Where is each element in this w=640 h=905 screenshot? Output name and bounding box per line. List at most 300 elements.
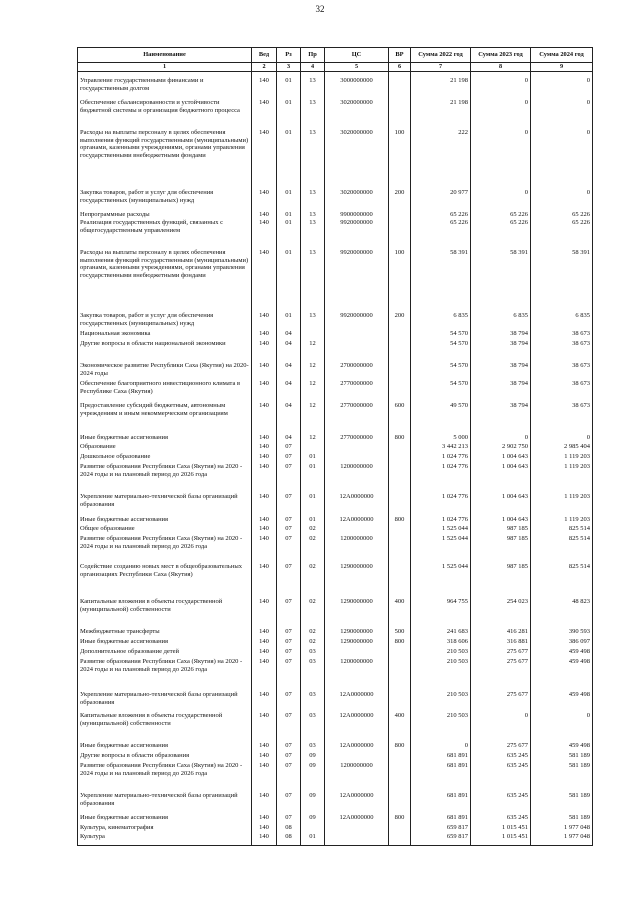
row-name: Закупка товаров, работ и услуг для обеспечения государственных (муниципальных) нужд <box>78 312 252 330</box>
row-name: Реализация государственных функций, связанных с общегосударственным управлением <box>78 219 252 249</box>
row-name: Закупка товаров, работ и услуг для обеспечения государственных (муниципальных) нужд <box>78 189 252 211</box>
row-name: Непрограммные расходы <box>78 211 252 219</box>
row-pr: 01 <box>301 453 325 463</box>
row-sum-2022: 964 755 <box>411 598 471 628</box>
row-sum-2023: 1 015 451 <box>471 824 531 833</box>
row-vr: 400 <box>389 712 411 742</box>
row-sum-2024: 825 514 <box>531 525 593 535</box>
row-rz: 01 <box>277 249 301 312</box>
row-sum-2024: 6 835 <box>531 312 593 330</box>
row-cs: 2770000000 <box>325 434 389 443</box>
row-sum-2023: 987 185 <box>471 535 531 563</box>
row-pr: 09 <box>301 814 325 824</box>
row-sum-2023: 275 677 <box>471 691 531 712</box>
column-number: 4 <box>301 63 325 72</box>
row-rz: 07 <box>277 563 301 598</box>
row-pr: 03 <box>301 742 325 752</box>
row-pr: 13 <box>301 129 325 189</box>
table-row <box>78 824 593 833</box>
row-rz: 07 <box>277 535 301 563</box>
row-cs: 9920000000 <box>325 312 389 330</box>
row-sum-2024: 0 <box>531 189 593 211</box>
row-vr <box>389 340 411 362</box>
row-ved: 140 <box>252 340 277 362</box>
row-ved: 140 <box>252 463 277 493</box>
row-sum-2024: 459 498 <box>531 691 593 712</box>
row-pr: 13 <box>301 189 325 211</box>
row-pr: 13 <box>301 211 325 219</box>
row-pr: 03 <box>301 658 325 691</box>
table-row <box>78 443 593 453</box>
row-pr: 09 <box>301 762 325 792</box>
row-sum-2024: 0 <box>531 129 593 189</box>
header-sum-2022: Сумма 2022 год <box>411 48 471 63</box>
column-number: 2 <box>252 63 277 72</box>
row-vr <box>389 72 411 100</box>
row-rz: 04 <box>277 330 301 340</box>
table-row <box>78 72 593 100</box>
row-sum-2022: 0 <box>411 742 471 752</box>
column-number: 1 <box>78 63 252 72</box>
row-sum-2022: 54 570 <box>411 330 471 340</box>
table-row <box>78 752 593 762</box>
row-pr: 02 <box>301 598 325 628</box>
row-ved: 140 <box>252 792 277 814</box>
row-name: Капитальные вложения в объекты государственной (муниципальной) собственности <box>78 712 252 742</box>
table-row <box>78 535 593 563</box>
row-pr: 13 <box>301 72 325 100</box>
table-row <box>78 330 593 340</box>
row-cs: 3000000000 <box>325 72 389 100</box>
header-ved: Вед <box>252 48 277 63</box>
row-cs: 2770000000 <box>325 380 389 402</box>
row-ved: 140 <box>252 691 277 712</box>
table-row <box>78 648 593 658</box>
row-rz: 01 <box>277 211 301 219</box>
table-row <box>78 189 593 211</box>
row-cs <box>325 453 389 463</box>
row-sum-2024: 581 189 <box>531 792 593 814</box>
row-sum-2023: 0 <box>471 99 531 129</box>
row-cs: 12А0000000 <box>325 742 389 752</box>
row-vr: 800 <box>389 742 411 752</box>
row-sum-2023: 416 281 <box>471 628 531 638</box>
row-name: Развитие образования Республики Саха (Якутия) на 2020 - 2024 годы и на плановый период до 2026 года <box>78 762 252 792</box>
row-sum-2024: 0 <box>531 99 593 129</box>
row-cs: 1290000000 <box>325 628 389 638</box>
row-name: Капитальные вложения в объекты государственной (муниципальной) собственности <box>78 598 252 628</box>
row-sum-2023: 275 677 <box>471 658 531 691</box>
row-vr <box>389 453 411 463</box>
row-sum-2024: 0 <box>531 712 593 742</box>
row-vr <box>389 493 411 516</box>
row-rz: 07 <box>277 762 301 792</box>
row-pr: 13 <box>301 99 325 129</box>
table-row <box>78 129 593 189</box>
row-vr <box>389 330 411 340</box>
row-rz: 04 <box>277 380 301 402</box>
row-sum-2024: 386 097 <box>531 638 593 648</box>
row-sum-2022: 681 891 <box>411 752 471 762</box>
row-sum-2023: 2 902 750 <box>471 443 531 453</box>
row-sum-2022: 49 570 <box>411 402 471 434</box>
row-ved: 140 <box>252 658 277 691</box>
row-sum-2022: 318 606 <box>411 638 471 648</box>
row-pr: 02 <box>301 638 325 648</box>
row-sum-2024: 825 514 <box>531 563 593 598</box>
row-rz: 04 <box>277 362 301 380</box>
row-sum-2024: 825 514 <box>531 535 593 563</box>
row-sum-2023: 0 <box>471 712 531 742</box>
row-vr <box>389 752 411 762</box>
row-sum-2022: 222 <box>411 129 471 189</box>
row-sum-2022: 5 000 <box>411 434 471 443</box>
row-ved: 140 <box>252 742 277 752</box>
row-sum-2023: 0 <box>471 129 531 189</box>
row-name: Иные бюджетные ассигнования <box>78 434 252 443</box>
row-sum-2024: 1 977 048 <box>531 824 593 833</box>
row-sum-2023: 1 004 643 <box>471 493 531 516</box>
row-sum-2023: 38 794 <box>471 340 531 362</box>
row-name: Развитие образования Республики Саха (Якутия) на 2020 - 2024 годы и на плановый период до 2026 года <box>78 658 252 691</box>
row-sum-2024: 1 119 203 <box>531 463 593 493</box>
row-sum-2024: 38 673 <box>531 380 593 402</box>
column-number: 7 <box>411 63 471 72</box>
row-name: Расходы на выплаты персоналу в целях обеспечения выполнения функций государственными (муниципальными) органами, казенными учреждениями, органами управления государственными внебюджетными фондами <box>78 249 252 312</box>
row-pr: 12 <box>301 362 325 380</box>
row-rz: 07 <box>277 752 301 762</box>
row-vr <box>389 535 411 563</box>
row-sum-2023: 254 023 <box>471 598 531 628</box>
table-row <box>78 792 593 814</box>
row-pr: 02 <box>301 563 325 598</box>
row-cs: 9920000000 <box>325 219 389 249</box>
row-sum-2024: 1 119 203 <box>531 493 593 516</box>
table-row <box>78 525 593 535</box>
row-cs: 3020000000 <box>325 99 389 129</box>
row-sum-2023: 987 185 <box>471 525 531 535</box>
row-rz: 01 <box>277 312 301 330</box>
row-sum-2024: 459 498 <box>531 742 593 752</box>
row-ved: 140 <box>252 638 277 648</box>
table-header-row <box>78 48 593 63</box>
row-sum-2022: 54 570 <box>411 340 471 362</box>
row-ved: 140 <box>252 833 277 846</box>
row-sum-2022: 1 024 776 <box>411 463 471 493</box>
row-rz: 07 <box>277 648 301 658</box>
row-name: Другие вопросы в области национальной экономики <box>78 340 252 362</box>
table-row <box>78 219 593 249</box>
row-pr: 03 <box>301 691 325 712</box>
row-rz: 07 <box>277 598 301 628</box>
row-sum-2023: 65 226 <box>471 219 531 249</box>
table-row <box>78 516 593 525</box>
row-name: Образование <box>78 443 252 453</box>
row-sum-2022: 1 024 776 <box>411 493 471 516</box>
row-vr: 100 <box>389 249 411 312</box>
row-ved: 140 <box>252 330 277 340</box>
row-sum-2024: 1 119 203 <box>531 453 593 463</box>
column-number-row <box>78 63 593 72</box>
row-name: Обеспечение благоприятного инвестиционного климата в Республике Саха (Якутия) <box>78 380 252 402</box>
row-rz: 07 <box>277 691 301 712</box>
row-sum-2023: 316 881 <box>471 638 531 648</box>
row-vr <box>389 792 411 814</box>
table-row <box>78 598 593 628</box>
table-row <box>78 493 593 516</box>
table-row <box>78 312 593 330</box>
row-rz: 04 <box>277 402 301 434</box>
row-rz: 07 <box>277 516 301 525</box>
row-vr <box>389 362 411 380</box>
row-name: Управление государственными финансами и государственным долгом <box>78 72 252 100</box>
row-vr <box>389 833 411 846</box>
row-name: Развитие образования Республики Саха (Якутия) на 2020 - 2024 годы и на плановый период до 2026 года <box>78 535 252 563</box>
row-rz: 01 <box>277 189 301 211</box>
table-row <box>78 99 593 129</box>
row-name: Межбюджетные трансферты <box>78 628 252 638</box>
row-vr <box>389 380 411 402</box>
header-vr: ВР <box>389 48 411 63</box>
row-cs: 9900000000 <box>325 211 389 219</box>
row-vr <box>389 762 411 792</box>
row-cs <box>325 330 389 340</box>
row-cs: 12А0000000 <box>325 712 389 742</box>
header-sum-2023: Сумма 2023 год <box>471 48 531 63</box>
row-sum-2024: 0 <box>531 72 593 100</box>
row-sum-2024: 581 189 <box>531 762 593 792</box>
table-row <box>78 380 593 402</box>
row-rz: 07 <box>277 443 301 453</box>
row-cs <box>325 648 389 658</box>
column-number: 8 <box>471 63 531 72</box>
table-row <box>78 638 593 648</box>
row-cs: 1290000000 <box>325 563 389 598</box>
row-vr: 100 <box>389 129 411 189</box>
row-sum-2023: 38 794 <box>471 362 531 380</box>
row-name: Дополнительное образование детей <box>78 648 252 658</box>
row-sum-2023: 1 015 451 <box>471 833 531 846</box>
row-sum-2022: 21 198 <box>411 99 471 129</box>
row-vr <box>389 658 411 691</box>
row-vr: 200 <box>389 189 411 211</box>
row-vr <box>389 648 411 658</box>
row-ved: 140 <box>252 535 277 563</box>
row-sum-2023: 0 <box>471 434 531 443</box>
row-pr: 13 <box>301 312 325 330</box>
row-ved: 140 <box>252 814 277 824</box>
row-name: Укрепление материально-технической базы организаций образования <box>78 691 252 712</box>
row-sum-2024: 390 593 <box>531 628 593 638</box>
row-cs <box>325 824 389 833</box>
row-sum-2023: 275 677 <box>471 648 531 658</box>
row-cs: 1200000000 <box>325 535 389 563</box>
row-ved: 140 <box>252 752 277 762</box>
row-vr: 600 <box>389 402 411 434</box>
row-cs <box>325 833 389 846</box>
row-sum-2023: 38 794 <box>471 402 531 434</box>
budget-table <box>77 47 593 846</box>
row-ved: 140 <box>252 312 277 330</box>
row-cs: 1290000000 <box>325 638 389 648</box>
row-sum-2024: 65 226 <box>531 211 593 219</box>
row-vr: 800 <box>389 814 411 824</box>
row-vr <box>389 219 411 249</box>
row-pr: 09 <box>301 752 325 762</box>
table-row <box>78 833 593 846</box>
row-name: Развитие образования Республики Саха (Якутия) на 2020 - 2024 годы и на плановый период до 2026 года <box>78 463 252 493</box>
row-sum-2022: 58 391 <box>411 249 471 312</box>
row-rz: 04 <box>277 340 301 362</box>
row-vr <box>389 525 411 535</box>
row-ved: 140 <box>252 189 277 211</box>
page-number: 32 <box>315 4 325 14</box>
row-cs: 2700000000 <box>325 362 389 380</box>
row-sum-2022: 210 503 <box>411 712 471 742</box>
row-name: Другие вопросы в области образования <box>78 752 252 762</box>
row-cs: 1200000000 <box>325 762 389 792</box>
row-rz: 07 <box>277 742 301 752</box>
row-ved: 140 <box>252 648 277 658</box>
row-sum-2022: 659 817 <box>411 833 471 846</box>
row-sum-2022: 210 503 <box>411 658 471 691</box>
row-rz: 07 <box>277 493 301 516</box>
row-cs: 12А0000000 <box>325 792 389 814</box>
row-sum-2022: 3 442 213 <box>411 443 471 453</box>
row-sum-2024: 48 823 <box>531 598 593 628</box>
row-cs <box>325 443 389 453</box>
row-ved: 140 <box>252 516 277 525</box>
row-ved: 140 <box>252 453 277 463</box>
row-sum-2023: 987 185 <box>471 563 531 598</box>
row-cs: 9920000000 <box>325 249 389 312</box>
row-name: Укрепление материально-технической базы организаций образования <box>78 493 252 516</box>
row-name: Экономическое развитие Республики Саха (Якутия) на 2020-2024 годы <box>78 362 252 380</box>
row-sum-2022: 54 570 <box>411 362 471 380</box>
row-pr: 02 <box>301 535 325 563</box>
row-pr: 13 <box>301 219 325 249</box>
table-row <box>78 658 593 691</box>
row-sum-2022: 20 977 <box>411 189 471 211</box>
row-rz: 01 <box>277 129 301 189</box>
header-pr: Пр <box>301 48 325 63</box>
row-name: Обеспечение сбалансированности и устойчивости бюджетной системы и организация бюджетного процесса <box>78 99 252 129</box>
table-row <box>78 742 593 752</box>
row-pr: 13 <box>301 249 325 312</box>
row-rz: 08 <box>277 833 301 846</box>
row-rz: 07 <box>277 463 301 493</box>
row-pr <box>301 443 325 453</box>
row-cs: 1200000000 <box>325 463 389 493</box>
row-ved: 140 <box>252 434 277 443</box>
row-pr <box>301 824 325 833</box>
row-name: Иные бюджетные ассигнования <box>78 814 252 824</box>
row-rz: 01 <box>277 219 301 249</box>
row-sum-2022: 21 198 <box>411 72 471 100</box>
row-rz: 07 <box>277 628 301 638</box>
row-name: Иные бюджетные ассигнования <box>78 638 252 648</box>
row-name: Предоставление субсидий бюджетным, автономным учреждениям и иным некоммерческим организациям <box>78 402 252 434</box>
header-cs: ЦС <box>325 48 389 63</box>
row-sum-2024: 38 673 <box>531 330 593 340</box>
column-number: 6 <box>389 63 411 72</box>
row-name: Национальная экономика <box>78 330 252 340</box>
row-sum-2023: 65 226 <box>471 211 531 219</box>
row-vr <box>389 99 411 129</box>
row-sum-2022: 681 891 <box>411 814 471 824</box>
row-sum-2022: 1 525 044 <box>411 535 471 563</box>
row-sum-2024: 38 673 <box>531 362 593 380</box>
row-pr: 12 <box>301 434 325 443</box>
row-sum-2023: 1 004 643 <box>471 463 531 493</box>
row-pr: 02 <box>301 628 325 638</box>
row-cs: 12А0000000 <box>325 691 389 712</box>
row-sum-2022: 659 817 <box>411 824 471 833</box>
table-row <box>78 340 593 362</box>
row-sum-2024: 581 189 <box>531 814 593 824</box>
row-sum-2022: 54 570 <box>411 380 471 402</box>
row-sum-2022: 1 525 044 <box>411 563 471 598</box>
row-sum-2023: 58 391 <box>471 249 531 312</box>
header-name: Наименование <box>78 48 252 63</box>
row-pr: 01 <box>301 493 325 516</box>
table-row <box>78 362 593 380</box>
row-ved: 140 <box>252 712 277 742</box>
row-sum-2023: 275 677 <box>471 742 531 752</box>
row-sum-2023: 635 245 <box>471 792 531 814</box>
row-sum-2022: 65 226 <box>411 211 471 219</box>
row-vr: 400 <box>389 598 411 628</box>
row-pr: 01 <box>301 833 325 846</box>
table-row <box>78 211 593 219</box>
table-row <box>78 712 593 742</box>
row-ved: 140 <box>252 628 277 638</box>
row-ved: 140 <box>252 362 277 380</box>
row-name: Содействие созданию новых мест в общеобразовательных организациях Республики Саха (Якутия) <box>78 563 252 598</box>
row-sum-2024: 58 391 <box>531 249 593 312</box>
row-rz: 08 <box>277 824 301 833</box>
row-sum-2023: 0 <box>471 72 531 100</box>
row-vr: 800 <box>389 638 411 648</box>
row-cs <box>325 752 389 762</box>
row-sum-2022: 681 891 <box>411 792 471 814</box>
row-cs: 12А0000000 <box>325 814 389 824</box>
row-pr: 01 <box>301 516 325 525</box>
row-rz: 07 <box>277 712 301 742</box>
row-sum-2023: 635 245 <box>471 762 531 792</box>
row-sum-2024: 38 673 <box>531 340 593 362</box>
row-rz: 01 <box>277 72 301 100</box>
row-ved: 140 <box>252 99 277 129</box>
row-sum-2024: 581 189 <box>531 752 593 762</box>
row-ved: 140 <box>252 72 277 100</box>
row-rz: 07 <box>277 638 301 648</box>
row-sum-2024: 1 977 048 <box>531 833 593 846</box>
row-sum-2023: 38 794 <box>471 330 531 340</box>
row-pr: 03 <box>301 712 325 742</box>
row-ved: 140 <box>252 563 277 598</box>
row-name: Культура <box>78 833 252 846</box>
row-vr <box>389 211 411 219</box>
row-rz: 07 <box>277 814 301 824</box>
row-sum-2022: 241 683 <box>411 628 471 638</box>
row-name: Иные бюджетные ассигнования <box>78 516 252 525</box>
table-row <box>78 814 593 824</box>
row-pr <box>301 330 325 340</box>
row-sum-2023: 1 004 643 <box>471 453 531 463</box>
row-sum-2022: 65 226 <box>411 219 471 249</box>
row-name: Культура, кинематография <box>78 824 252 833</box>
